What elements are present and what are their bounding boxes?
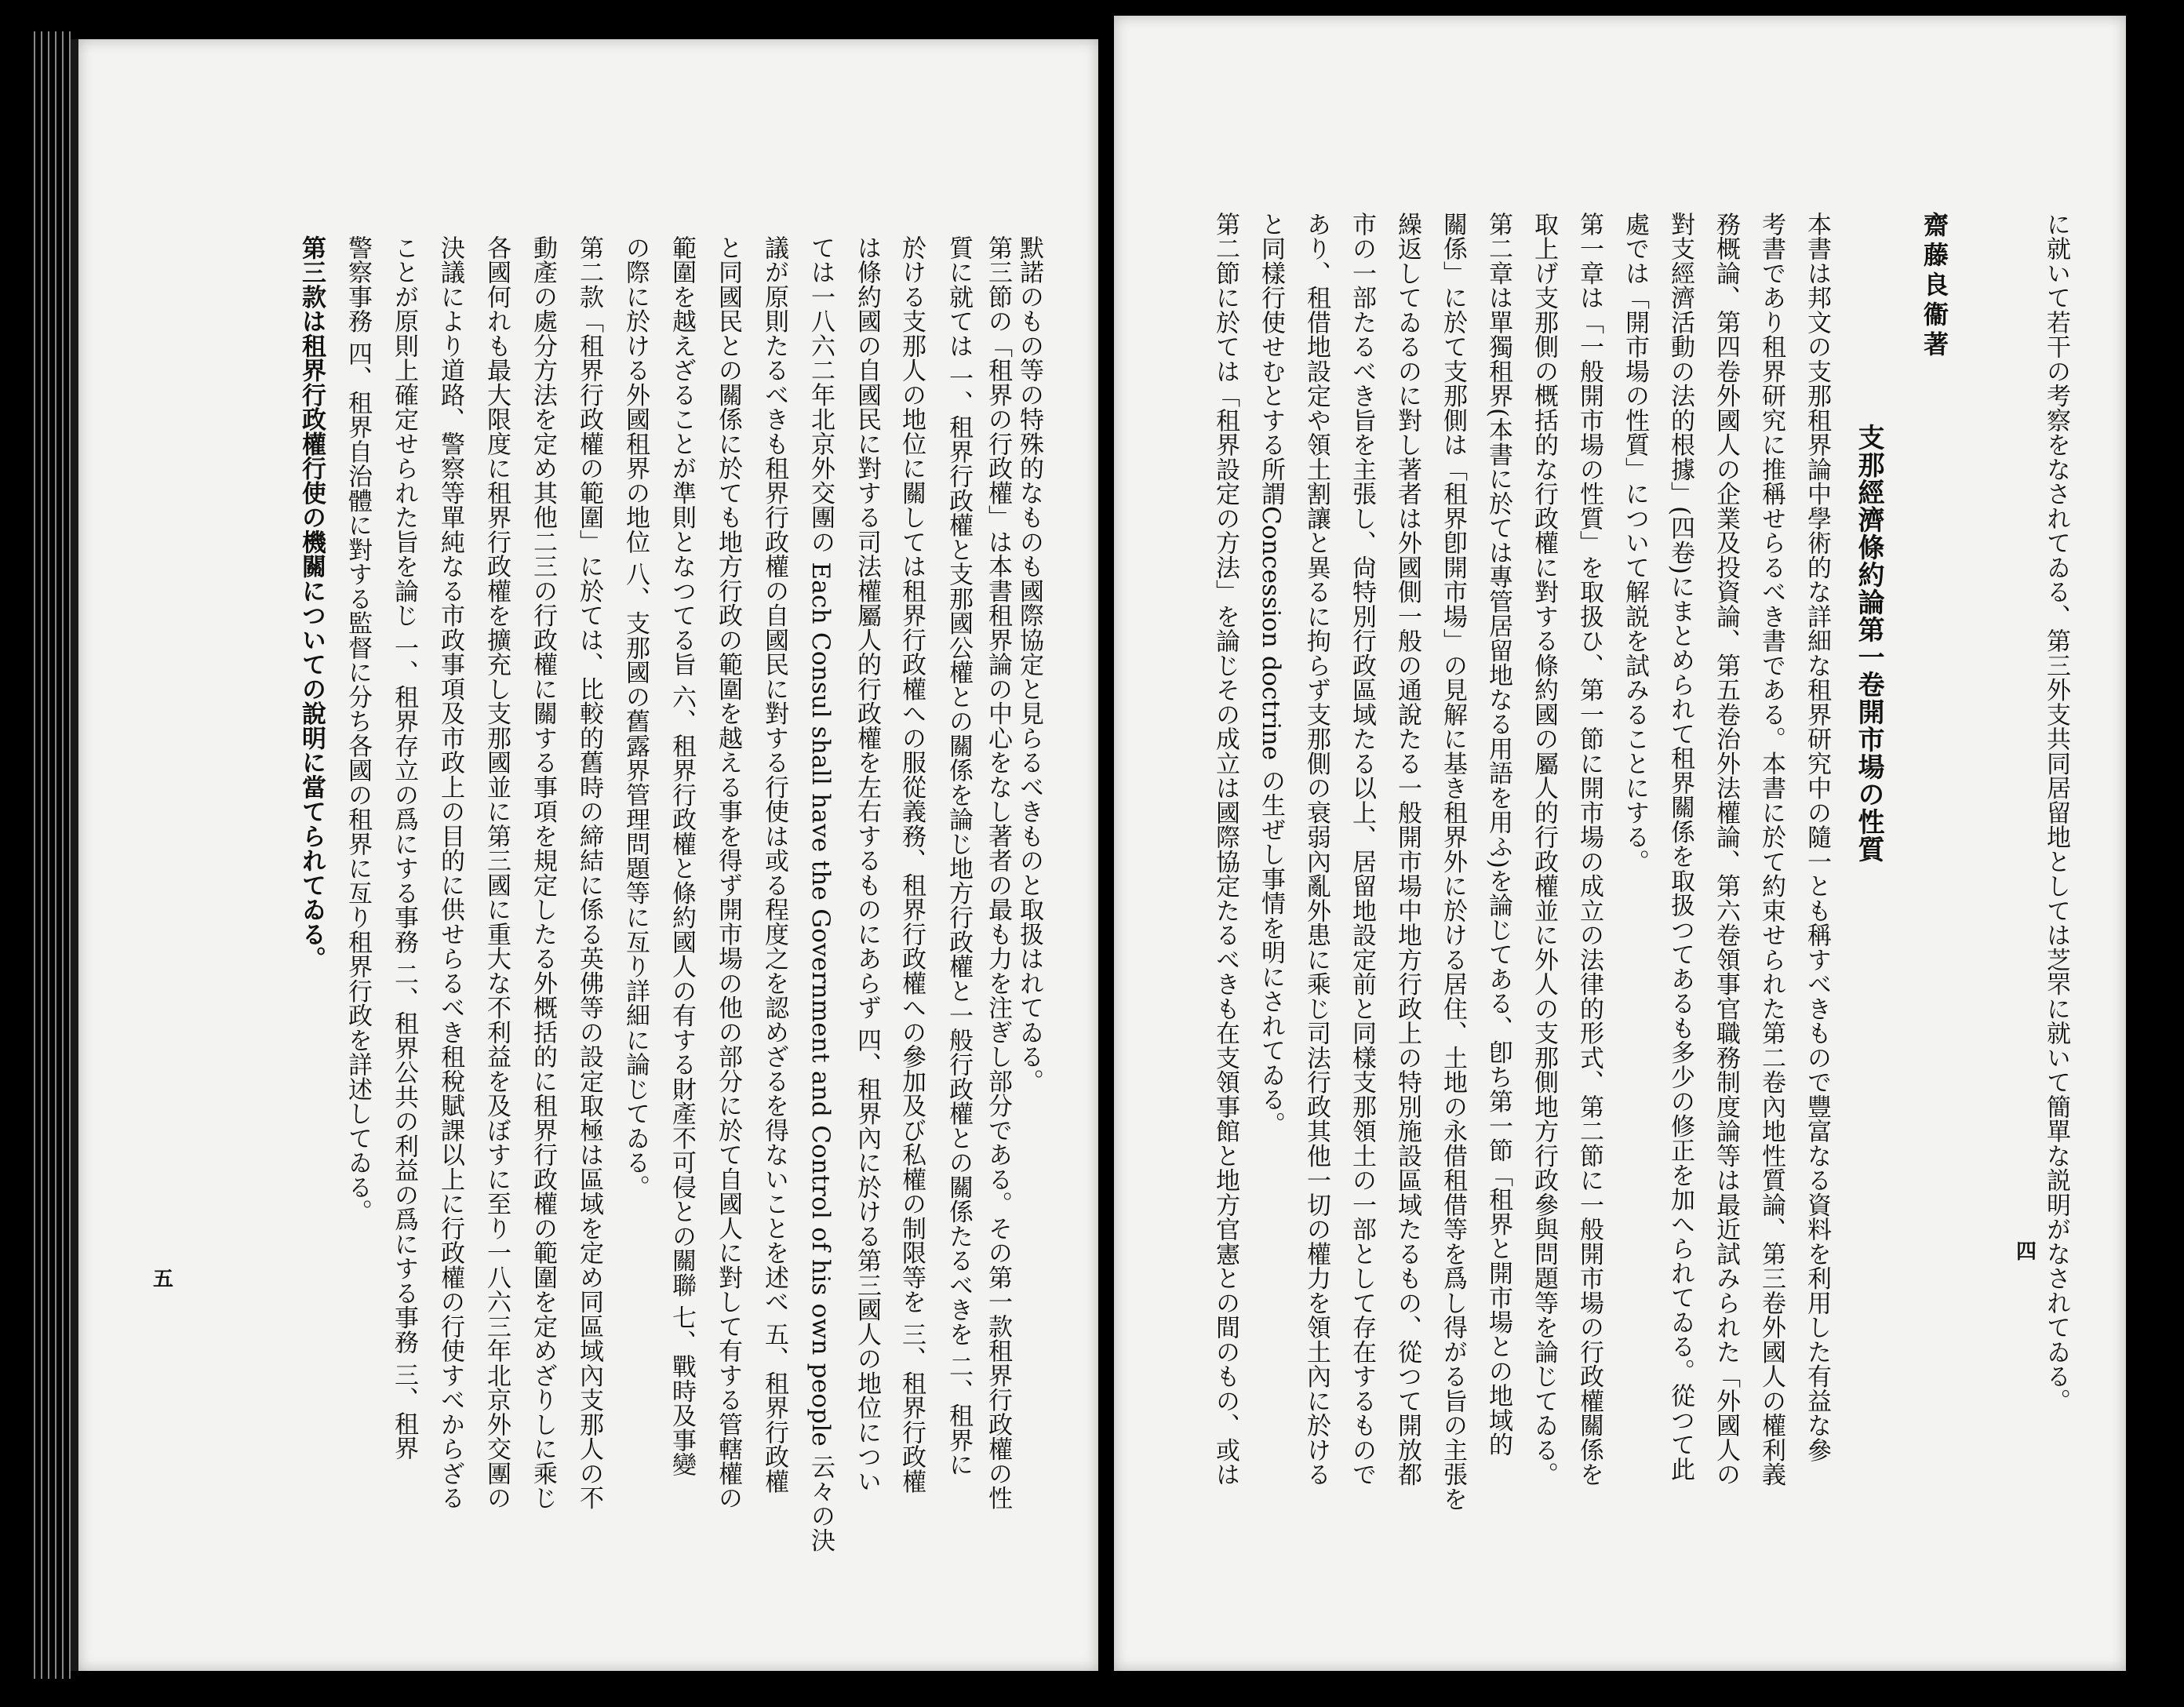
left-page bbox=[71, 39, 1098, 1671]
right-col-3: 本書は邦文の支那租界論中學術的な詳細な租界研究中の隨一とも稱すべきもので豐富なる資料を利用した有益な參 bbox=[1803, 212, 1831, 1462]
right-col-7: 處では「開市場の性質」について解説を試みることにする。 bbox=[1621, 212, 1649, 874]
left-col-17: 第三款は租界行政權行使の機關についての說明に當てられてゐる。 bbox=[297, 235, 326, 971]
right-col-15: と同樣行使せむとする所謂Concession doctrine の生ぜし事情を明にされてゐる。 bbox=[1257, 212, 1285, 1137]
left-col-15: ことが原則上確定せられた旨を論じ 一、租界存立の爲にする事務 二、租界公共の利益の爲にする事務 三、租界 bbox=[390, 235, 418, 1461]
right-col-1: に就いて若干の考察をなされてゐる、第三外支共同居留地としては芝罘に就いて簡單な説明がなされてゐる。 bbox=[2042, 212, 2070, 1414]
book-author: 齋藤良衞著 bbox=[1920, 212, 1949, 361]
right-col-10: 第二章は單獨租界(本書に於ては專管居留地なる用語を用ふ)を論じてある、卽ち第一節「租界と開市場との地域的 bbox=[1484, 212, 1512, 1458]
left-col-13: 各國何れも最大限度に租界行政權を擴充し支那國並に第三國に重大な不利益を及ぼすに至り一八六三年北京外交團の bbox=[482, 235, 511, 1510]
right-col-13: 市の一部たるべき旨を主張し、尙特別行政區域たる以上、居留地設定前と同樣支那領土の一部として存在するもので bbox=[1348, 212, 1376, 1487]
right-col-11: 關係」に於て支那側は「租界卽開市場」の見解に基き租界外に於ける居住、土地の永借租借等を爲し得がる旨の主張を bbox=[1439, 212, 1467, 1512]
left-col-4: 於ける支那人の地位に關しては租界行政權への服從義務、租界行政權への參加及び私權の制限等を 三、租界行政權 bbox=[897, 235, 926, 1494]
left-col-7: 議が原則たるべきも租界行政權の自國民に對する行使は或る程度之を認めざるを得ないことを述べ 五、租界行政權 bbox=[760, 235, 788, 1494]
right-col-6: 對支經濟活動の法的根據」(四卷)にまとめられて租界關係を取扱つてあるも多少の修正を加へられてゐる。從つて此 bbox=[1666, 212, 1694, 1482]
left-col-2: 第三節の「租界の行政權」は本書租界論の中心をなし著者の最も力を注ぎし部分である。その第一款租界行政權の性 bbox=[984, 235, 1012, 1510]
right-page bbox=[1114, 16, 2126, 1671]
right-col-5: 務概論、第四卷外國人の企業及投資論、第五卷治外法權論、第六卷領事官職務制度論等は最近試みられた「外國人の bbox=[1712, 212, 1740, 1487]
left-col-12: 動產の處分方法を定め其他二三の行政權に關する事項を規定したる外概括的に租界行政權の範圍を定めざりしに乘じ bbox=[529, 235, 557, 1510]
left-col-5: は條約國の自國民に對する司法權屬人的行政權を左右するものにあらず 四、租界內に於ける第三國人の地位につい bbox=[853, 235, 881, 1494]
right-col-12: 繰返してゐるのに對し著者は外國側一般の通說たる一般開市場中地方行政上の特別施設區域たるもの、從つて開放都 bbox=[1393, 212, 1421, 1487]
right-col-16: 第二節に於ては「租界設定の方法」を論じその成立は國際協定たるべきも在支領事館と地方官憲との間のもの、或は bbox=[1211, 212, 1239, 1487]
book-title: 支那經濟條約論第一卷開市場の性質 bbox=[1853, 424, 1884, 863]
left-col-6: ては一八六二年北京外交團の Each Consul shall have the Government and Control of his own people 云々の決 bbox=[806, 235, 835, 1553]
left-page-number: 五 bbox=[153, 1268, 174, 1291]
right-col-9: 取上げ支那側の概括的な行政權に對する條約國の屬人的行政權並に外人の支那側地方行政參與問題等を論じてゐる。 bbox=[1530, 212, 1558, 1487]
left-col-10: の際に於ける外國租界の地位 八、支那國の舊露界管理問題等に亙り詳細に論じてゐる。 bbox=[621, 235, 650, 1199]
left-col-11: 第二款「租界行政權の範圍」に於ては、比較的舊時の締結に係る英佛等の設定取極は區域を定め同區域內支那人の不 bbox=[575, 235, 603, 1510]
left-col-9: 範圍を越えざることが準則となつてる旨 六、租界行政權と條約國人の有する財產不可侵との關聯 七、戰時及事變 bbox=[668, 235, 696, 1477]
right-col-4: 考書であり租界研究に推稱せらるべき書である。本書に於て約束せられた第二卷內地性質論、第三卷外國人の權利義 bbox=[1757, 212, 1785, 1487]
left-col-8: と同國民との關係に於ても地方行政の範圍を越える事を得ず開市場の他の部分に於て自國人に對して有する管轄權の bbox=[714, 235, 742, 1510]
left-col-14: 決議により道路、警察等單純なる市政事項及市政上の目的に供せらるべき租稅賦課以上に行政權の行使すべからざる bbox=[436, 235, 464, 1510]
book-page-edges bbox=[31, 31, 72, 1679]
left-col-16: 警察事務 四、租界自治體に對する監督に分ち各國の租界に亙り租界行政を詳述してゐる。 bbox=[344, 235, 372, 1225]
right-col-8: 第一章は「一般開市場の性質」を取扱ひ、第一節に開市場の成立の法律的形式、第二節に一般開市場の行政權關係を bbox=[1575, 212, 1603, 1487]
left-col-3: 質に就ては 一、租界行政權と支那國公權との關係を論じ地方行政權と一般行政權との關係たるべきを 二、租界に bbox=[945, 235, 973, 1477]
right-col-14: あり、租借地設定や領土割讓と異るに拘らず支那側の衰弱內亂外患に乘じ司法行政其他一切の權力を領土內に於ける bbox=[1302, 212, 1330, 1487]
right-page-number: 四 bbox=[2016, 1240, 2037, 1264]
left-col-1: 默諾のもの等の特殊的なものも國際協定と見らるべきものと取扱はれてゐる。 bbox=[1015, 235, 1043, 1094]
